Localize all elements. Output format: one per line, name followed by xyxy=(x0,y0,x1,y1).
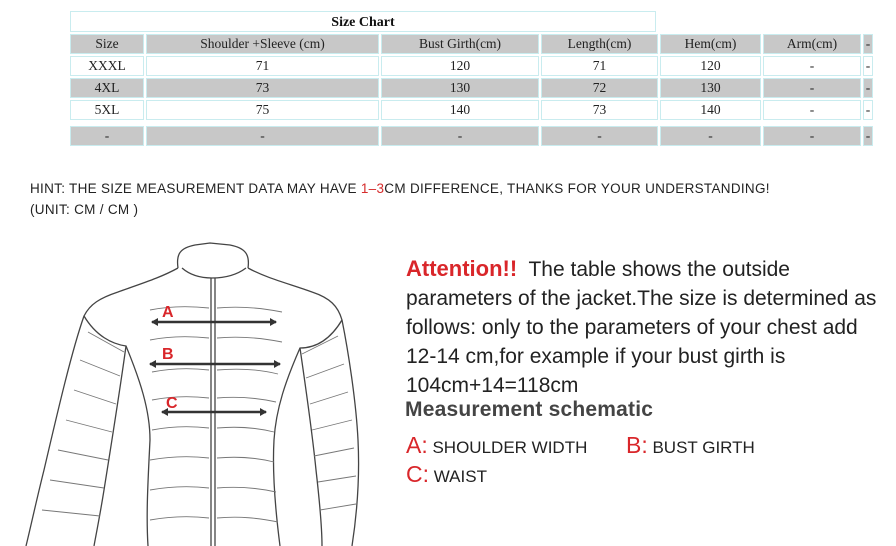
size-chart-title: Size Chart xyxy=(70,11,656,32)
legend-letter: A xyxy=(406,432,422,458)
table-row xyxy=(70,126,873,146)
table-cell: 5XL xyxy=(70,100,144,120)
attention-note xyxy=(406,254,886,400)
legend-item-a xyxy=(406,432,587,459)
table-cell: 140 xyxy=(660,100,761,120)
table-header-row xyxy=(70,34,873,54)
marker-b-label: B xyxy=(162,346,174,363)
table-cell: - xyxy=(763,78,861,98)
header-cell: Shoulder +Sleeve (cm) xyxy=(146,34,379,54)
table-cell: - xyxy=(541,126,658,146)
hint-line-2: (UNIT: CM / CM ) xyxy=(30,202,139,217)
header-cell: Length(cm) xyxy=(541,34,658,54)
legend-separator: : xyxy=(641,432,648,458)
table-row xyxy=(70,78,873,98)
marker-c-label: C xyxy=(166,395,178,412)
table-row xyxy=(70,100,873,120)
table-cell: 130 xyxy=(381,78,539,98)
table-cell: 73 xyxy=(541,100,658,120)
header-cell: Size xyxy=(70,34,144,54)
legend-letter: C xyxy=(406,461,423,487)
legend-text: SHOULDER WIDTH xyxy=(432,438,588,457)
table-cell: XXXL xyxy=(70,56,144,76)
marker-a-label: A xyxy=(162,304,174,321)
table-cell: 120 xyxy=(381,56,539,76)
hint-line-1 xyxy=(30,178,770,199)
hint-text: CM DIFFERENCE, THANKS FOR YOUR UNDERSTANDING! xyxy=(384,181,770,196)
legend-separator: : xyxy=(422,461,430,487)
table-cell: 140 xyxy=(381,100,539,120)
table-cell: 4XL xyxy=(70,78,144,98)
attention-text: The table shows the outside parameters of the jacket.The size is determined as follows: only to the parameters of your chest add 12-14 cm,for example if your bust girth is 104cm+14=118cm xyxy=(406,258,877,397)
hint-text: HINT: THE SIZE MEASUREMENT DATA MAY HAVE xyxy=(30,181,361,196)
legend-letter: B xyxy=(626,432,642,458)
header-cell: Bust Girth(cm) xyxy=(381,34,539,54)
table-cell: 72 xyxy=(541,78,658,98)
table-cell: - xyxy=(146,126,379,146)
legend-item-b xyxy=(626,432,755,459)
table-cell: - xyxy=(763,126,861,146)
table-cell: 71 xyxy=(541,56,658,76)
table-row xyxy=(70,56,873,76)
table-cell: - xyxy=(763,100,861,120)
table-cell: - xyxy=(381,126,539,146)
table-cell: - xyxy=(863,78,873,98)
header-cell: - xyxy=(863,34,873,54)
table-cell: - xyxy=(863,56,873,76)
legend-item-c xyxy=(406,461,487,488)
table-cell: 73 xyxy=(146,78,379,98)
jacket-diagram xyxy=(0,240,380,546)
table-cell: 120 xyxy=(660,56,761,76)
header-cell: Hem(cm) xyxy=(660,34,761,54)
legend-separator: : xyxy=(421,432,428,458)
attention-label: Attention!! xyxy=(406,256,518,281)
table-cell: - xyxy=(863,100,873,120)
legend-text: BUST GIRTH xyxy=(652,438,755,457)
header-cell: Arm(cm) xyxy=(763,34,861,54)
table-cell: - xyxy=(763,56,861,76)
measurement-hint xyxy=(30,178,770,220)
table-cell: - xyxy=(70,126,144,146)
table-cell: 75 xyxy=(146,100,379,120)
table-cell: 130 xyxy=(660,78,761,98)
table-cell: - xyxy=(660,126,761,146)
table-cell: 71 xyxy=(146,56,379,76)
table-cell: - xyxy=(863,126,873,146)
hint-range: 1–3 xyxy=(360,181,385,196)
legend-text: WAIST xyxy=(433,467,487,486)
schematic-title: Measurement schematic xyxy=(405,398,654,421)
